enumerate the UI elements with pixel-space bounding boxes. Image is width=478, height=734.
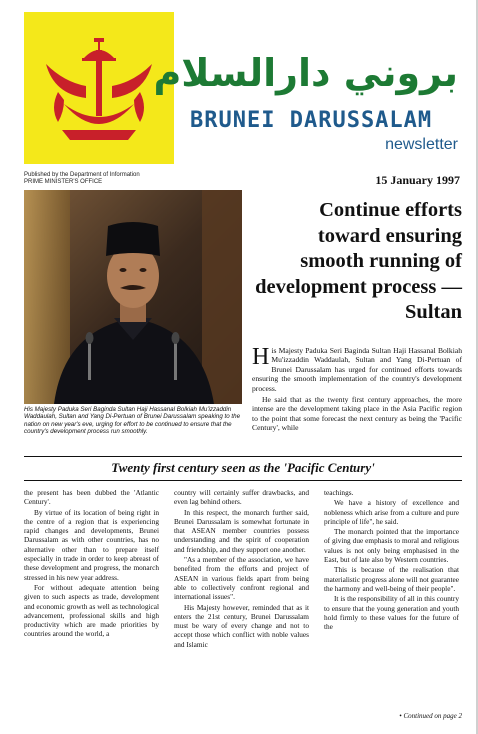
lead-paragraph-1-text: is Majesty Paduka Seri Baginda Sultan Haji Hassanal Bolkiah Mu'izzaddin Waddaulah, Sultan and Yang Di-Pertuan of Brunei Darussalam has urged for continued efforts towards ensuring the smooth implementation of the country's development process.: [252, 346, 462, 393]
headline: Continue efforts toward ensuring smooth running of development process — Sultan: [255, 199, 462, 323]
divider-bottom: [24, 480, 462, 481]
column-paragraph: We have a history of excellence and nobleness which arise from a culture and pure principle of life", he said.: [324, 498, 459, 526]
sultan-photo: [24, 190, 242, 404]
continued-link[interactable]: • Continued on page 2: [399, 712, 462, 720]
article-column-2: [174, 488, 309, 650]
portrait-image: [24, 190, 242, 404]
brand-title: BRUNEI DARUSSALAM: [190, 108, 433, 133]
publisher-info: [24, 172, 224, 186]
column-paragraph: the present has been dubbed the 'Atlantic Century'.: [24, 488, 159, 507]
photo-caption: His Majesty Paduka Seri Baginda Sultan Haji Hassanal Bolkiah Mu'izzaddin Waddaulah, Sultan and Yang Di-Pertuan of Brunei Darussalam speaking to the nation on new year's eve, urging for effort to be continued to ensure that the country's development process run smoothly.: [24, 406, 241, 436]
column-paragraph: The monarch pointed that the importance of giving due emphasis to moral and religious values is not only being emphasised in the East, but of late also by Western countries.: [324, 527, 459, 565]
column-paragraph: In this respect, the monarch further said, Brunei Darussalam is somewhat fortunate in that ASEAN member countries possess understanding and the spirit of cooperation and friendship, and they support one another.: [174, 507, 309, 554]
brunei-emblem-logo: [24, 12, 174, 164]
arabic-title: بروني دارالسلام: [153, 51, 458, 95]
divider-top: [24, 456, 462, 457]
brand-subtitle: newsletter: [385, 136, 458, 153]
article-column-3: [324, 488, 459, 632]
publisher-line-1: Published by the Department of Information: [24, 172, 140, 178]
column-paragraph: teachings.: [324, 488, 354, 497]
column-paragraph: country will certainly suffer drawbacks, and even lag behind others.: [174, 488, 309, 507]
column-paragraph: "As a member of the association, we have benefited from the efforts and project of ASEAN in various fields apart from being able to collectively confront regional and international issues".: [174, 555, 309, 602]
column-paragraph: His Majesty however, reminded that as it enters the 21st century, Brunei Darussalam must be wary of every change and not to accept those which conflict with noble values and Islamic: [174, 602, 309, 649]
lead-article: [252, 346, 462, 435]
drop-cap: H: [252, 344, 270, 370]
crest-icon: [24, 12, 174, 164]
lead-paragraph-1: [252, 346, 462, 393]
column-paragraph: It is the responsibility of all in this country to ensure that the young generation and youth hold firmly to these values for the future of the: [324, 594, 459, 632]
lead-paragraph-2: He said that as the twenty first century approaches, the more intense are the development taking place in the Asia Pacific region to the point that some forecast the next century as being the 'Pacific Century', while: [252, 395, 462, 433]
article-column-1: [24, 488, 159, 640]
column-paragraph: This is because of the realisation that materialistic progress alone will not guarantee the harmony and well-being of their people".: [324, 565, 459, 593]
issue-date: 15 January 1997: [375, 173, 460, 187]
subheading: Twenty first century seen as the 'Pacific Century': [111, 460, 375, 475]
column-paragraph: By virtue of its location of being right in the centre of a region that is experiencing rapid changes and developments, Brunei Darussalam as with other countries, has no alternative other than to prepare itself especially in trade in order to keep abreast of these development and progress, the monarch stressed in his new year address.: [24, 507, 159, 582]
column-paragraph: For without adequate attention being given to such aspects as trade, development and economic growth as well as technological advancement, professional skills and high productivity which are made priorities by countries around the world, a: [24, 582, 159, 639]
publisher-line-2: PRIME MINISTER'S OFFICE: [24, 179, 103, 185]
